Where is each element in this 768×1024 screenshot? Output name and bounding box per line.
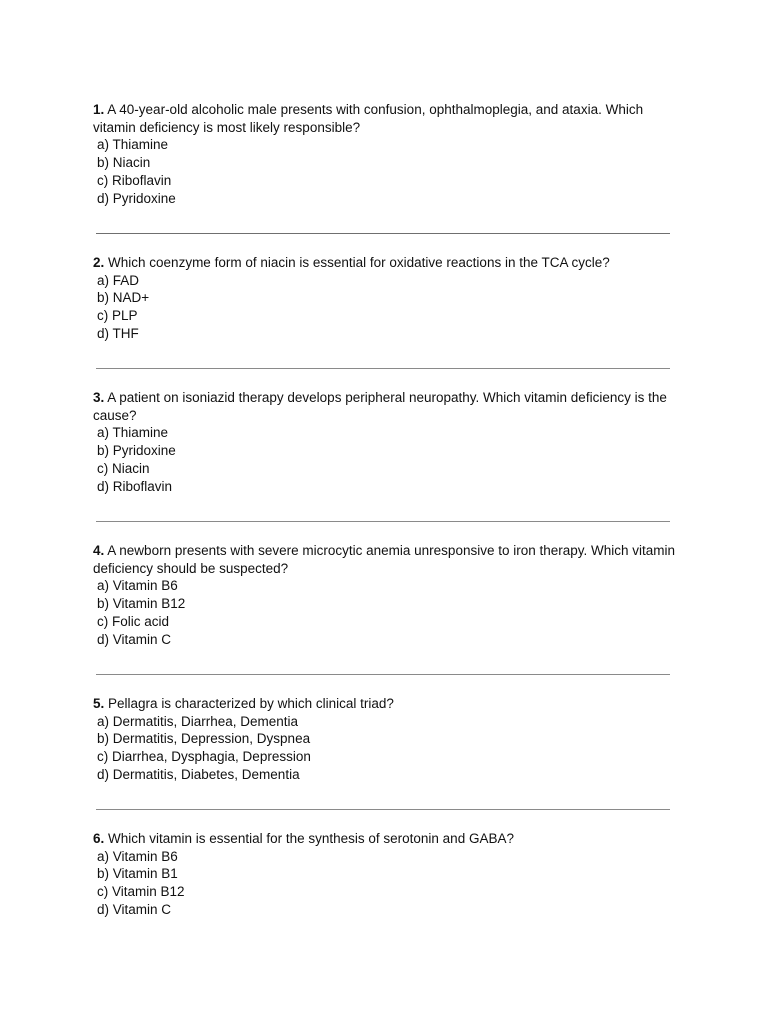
question-2 [93,254,683,343]
option-a: a) Vitamin B6 [97,578,178,594]
question-stem: A 40-year-old alcoholic male presents with confusion, ophthalmoplegia, and ataxia. Which vitamin deficiency is most likely responsible? [93,102,644,135]
option-d: d) Vitamin C [97,631,172,647]
divider [96,674,670,675]
question-5 [93,695,683,784]
question-stem: Which vitamin is essential for the synthesis of serotonin and GABA? [108,831,514,846]
option-c: c) Diarrhea, Dysphagia, Depression [97,749,311,765]
option-a: a) Thiamine [97,425,169,441]
divider [96,233,670,234]
question-text [93,830,683,848]
question-stem: A patient on isoniazid therapy develops peripheral neuropathy. Which vitamin deficiency is the cause? [93,390,667,423]
question-number: 2. [93,255,105,270]
option-d: d) Riboflavin [97,478,173,494]
question-6 [93,830,683,919]
option-d: d) Vitamin C [97,901,172,917]
divider [96,521,670,522]
option-c: c) Niacin [97,460,150,476]
option-c: c) Riboflavin [97,172,172,188]
question-number: 6. [93,831,105,846]
option-b: b) Pyridoxine [97,443,176,459]
question-number: 1. [93,102,105,117]
question-stem: Which coenzyme form of niacin is essential for oxidative reactions in the TCA cycle? [108,255,610,270]
question-3 [93,389,683,495]
question-stem: A newborn presents with severe microcytic anemia unresponsive to iron therapy. Which vitamin deficiency should be suspected? [93,543,676,576]
question-1 [93,101,683,207]
option-list [93,424,683,495]
divider [96,368,670,369]
option-b: b) Vitamin B12 [97,596,186,612]
option-list [93,577,683,648]
option-d: d) Dermatitis, Diabetes, Dementia [97,766,300,782]
option-b: b) Niacin [97,155,151,171]
question-text [93,254,683,272]
option-c: c) Folic acid [97,613,170,629]
option-d: d) THF [97,325,139,341]
question-text [93,542,683,577]
question-number: 3. [93,390,105,405]
option-d: d) Pyridoxine [97,190,176,206]
question-text [93,695,683,713]
option-list [93,272,683,343]
option-a: a) FAD [97,272,140,288]
question-number: 4. [93,543,105,558]
question-text [93,389,683,424]
option-b: b) Dermatitis, Depression, Dyspnea [97,731,311,747]
option-c: c) Vitamin B12 [97,884,185,900]
option-b: b) NAD+ [97,290,150,306]
option-list [93,136,683,207]
option-a: a) Vitamin B6 [97,848,178,864]
divider [96,809,670,810]
question-4 [93,542,683,648]
option-list [93,848,683,919]
option-list [93,713,683,784]
option-b: b) Vitamin B1 [97,866,178,882]
option-a: a) Dermatitis, Diarrhea, Dementia [97,713,299,729]
question-text [93,101,683,136]
question-number: 5. [93,696,105,711]
option-c: c) PLP [97,308,138,324]
option-a: a) Thiamine [97,137,169,153]
question-stem: Pellagra is characterized by which clinical triad? [108,696,394,711]
